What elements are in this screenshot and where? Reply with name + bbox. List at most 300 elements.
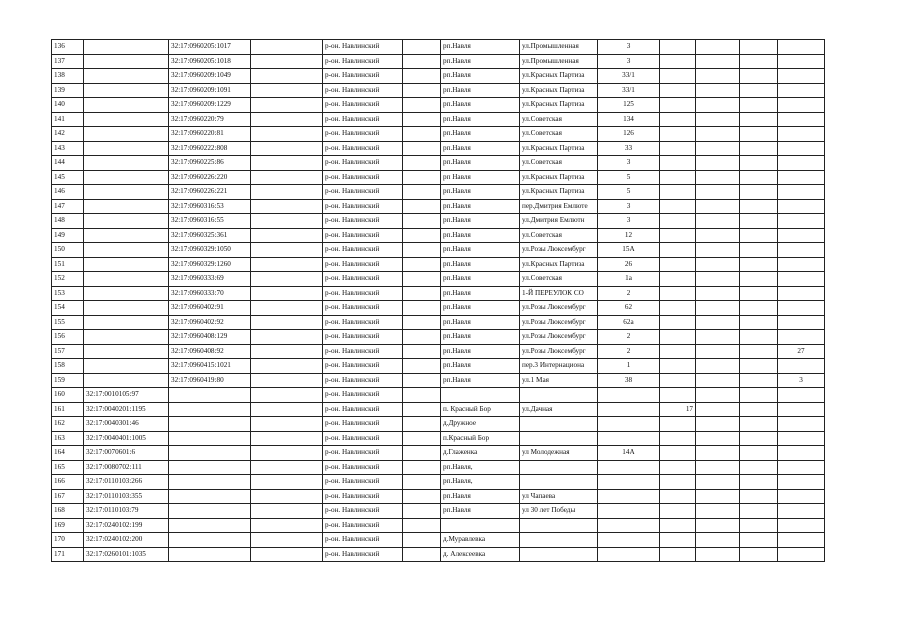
empty-cell bbox=[251, 547, 323, 562]
locality-cell: д. Алексеевка bbox=[441, 547, 520, 562]
cadastral-number-b-cell: 32:17:0960316:55 bbox=[169, 214, 251, 229]
value-cell bbox=[660, 417, 696, 432]
value-cell bbox=[778, 475, 825, 490]
row-number-cell: 140 bbox=[52, 98, 84, 113]
empty-cell bbox=[251, 388, 323, 403]
value-cell bbox=[778, 533, 825, 548]
street-cell: ул.Дачная bbox=[520, 402, 598, 417]
row-number-cell: 152 bbox=[52, 272, 84, 287]
empty-cell bbox=[696, 83, 740, 98]
cadastral-number-a-cell bbox=[84, 112, 169, 127]
house-number-cell bbox=[598, 518, 660, 533]
empty-cell bbox=[251, 141, 323, 156]
empty-cell bbox=[251, 460, 323, 475]
row-number-cell: 158 bbox=[52, 359, 84, 374]
district-cell: р-он. Навлинский bbox=[323, 330, 403, 345]
district-cell: р-он. Навлинский bbox=[323, 199, 403, 214]
district-cell: р-он. Навлинский bbox=[323, 228, 403, 243]
street-cell bbox=[520, 475, 598, 490]
empty-cell bbox=[251, 40, 323, 55]
cadastral-number-b-cell bbox=[169, 446, 251, 461]
cadastral-number-b-cell: 32:17:0960408:129 bbox=[169, 330, 251, 345]
table-row bbox=[52, 417, 825, 432]
house-number-cell bbox=[598, 388, 660, 403]
empty-cell bbox=[251, 286, 323, 301]
empty-cell bbox=[696, 373, 740, 388]
empty-cell bbox=[740, 286, 778, 301]
table-row bbox=[52, 330, 825, 345]
empty-cell bbox=[740, 127, 778, 142]
empty-cell bbox=[403, 286, 441, 301]
house-number-cell: 33/1 bbox=[598, 83, 660, 98]
value-cell bbox=[660, 504, 696, 519]
district-cell: р-он. Навлинский bbox=[323, 344, 403, 359]
empty-cell bbox=[403, 69, 441, 84]
empty-cell bbox=[740, 518, 778, 533]
empty-cell bbox=[740, 243, 778, 258]
locality-cell: рп.Навля bbox=[441, 359, 520, 374]
district-cell: р-он. Навлинский bbox=[323, 69, 403, 84]
empty-cell bbox=[403, 199, 441, 214]
empty-cell bbox=[403, 504, 441, 519]
empty-cell bbox=[251, 402, 323, 417]
street-cell bbox=[520, 431, 598, 446]
empty-cell bbox=[740, 533, 778, 548]
empty-cell bbox=[740, 446, 778, 461]
value-cell bbox=[660, 533, 696, 548]
empty-cell bbox=[251, 156, 323, 171]
cadastral-number-a-cell: 32:17:0110103:79 bbox=[84, 504, 169, 519]
cadastral-number-a-cell: 32:17:0240102:200 bbox=[84, 533, 169, 548]
value-cell bbox=[778, 185, 825, 200]
empty-cell bbox=[696, 460, 740, 475]
table-row bbox=[52, 112, 825, 127]
row-number-cell: 170 bbox=[52, 533, 84, 548]
empty-cell bbox=[403, 243, 441, 258]
empty-cell bbox=[403, 301, 441, 316]
locality-cell: рп.Навля bbox=[441, 214, 520, 229]
table-row bbox=[52, 431, 825, 446]
house-number-cell: 15А bbox=[598, 243, 660, 258]
cadastral-number-b-cell bbox=[169, 504, 251, 519]
table-row bbox=[52, 460, 825, 475]
empty-cell bbox=[251, 475, 323, 490]
empty-cell bbox=[740, 301, 778, 316]
house-number-cell bbox=[598, 533, 660, 548]
empty-cell bbox=[740, 141, 778, 156]
district-cell: р-он. Навлинский bbox=[323, 54, 403, 69]
value-cell bbox=[778, 301, 825, 316]
table-row bbox=[52, 533, 825, 548]
empty-cell bbox=[696, 402, 740, 417]
cadastral-number-b-cell bbox=[169, 460, 251, 475]
cadastral-number-a-cell: 32:17:0040301:46 bbox=[84, 417, 169, 432]
empty-cell bbox=[251, 69, 323, 84]
cadastral-number-b-cell bbox=[169, 388, 251, 403]
row-number-cell: 171 bbox=[52, 547, 84, 562]
row-number-cell: 165 bbox=[52, 460, 84, 475]
empty-cell bbox=[403, 388, 441, 403]
empty-cell bbox=[403, 359, 441, 374]
value-cell bbox=[660, 315, 696, 330]
cadastral-number-b-cell: 32:17:0960408:92 bbox=[169, 344, 251, 359]
row-number-cell: 141 bbox=[52, 112, 84, 127]
street-cell bbox=[520, 533, 598, 548]
cadastral-number-b-cell: 32:17:0960402:92 bbox=[169, 315, 251, 330]
empty-cell bbox=[696, 504, 740, 519]
empty-cell bbox=[403, 330, 441, 345]
empty-cell bbox=[740, 417, 778, 432]
empty-cell bbox=[740, 388, 778, 403]
empty-cell bbox=[740, 315, 778, 330]
value-cell bbox=[778, 228, 825, 243]
house-number-cell: 2 bbox=[598, 330, 660, 345]
table-row bbox=[52, 214, 825, 229]
house-number-cell: 134 bbox=[598, 112, 660, 127]
house-number-cell: 3 bbox=[598, 40, 660, 55]
street-cell: ул.Розы Люксембург bbox=[520, 344, 598, 359]
row-number-cell: 154 bbox=[52, 301, 84, 316]
district-cell: р-он. Навлинский bbox=[323, 388, 403, 403]
house-number-cell: 12 bbox=[598, 228, 660, 243]
cadastral-number-a-cell bbox=[84, 315, 169, 330]
empty-cell bbox=[251, 185, 323, 200]
value-cell bbox=[778, 359, 825, 374]
row-number-cell: 167 bbox=[52, 489, 84, 504]
cadastral-number-a-cell bbox=[84, 69, 169, 84]
street-cell: ул.Розы Люксембург bbox=[520, 315, 598, 330]
table-row bbox=[52, 446, 825, 461]
empty-cell bbox=[740, 54, 778, 69]
empty-cell bbox=[740, 83, 778, 98]
cadastral-number-a-cell bbox=[84, 228, 169, 243]
cadastral-number-b-cell: 32:17:0960325:361 bbox=[169, 228, 251, 243]
table-row bbox=[52, 388, 825, 403]
cadastral-number-b-cell bbox=[169, 431, 251, 446]
locality-cell: рп.Навля bbox=[441, 504, 520, 519]
district-cell: р-он. Навлинский bbox=[323, 301, 403, 316]
table-row bbox=[52, 141, 825, 156]
empty-cell bbox=[696, 127, 740, 142]
cadastral-number-b-cell bbox=[169, 417, 251, 432]
value-cell bbox=[778, 547, 825, 562]
district-cell: р-он. Навлинский bbox=[323, 417, 403, 432]
street-cell bbox=[520, 388, 598, 403]
street-cell: ул Молодежная bbox=[520, 446, 598, 461]
house-number-cell: 62а bbox=[598, 315, 660, 330]
empty-cell bbox=[696, 431, 740, 446]
locality-cell: рп.Навля bbox=[441, 315, 520, 330]
locality-cell: рп.Навля bbox=[441, 199, 520, 214]
table-row bbox=[52, 547, 825, 562]
empty-cell bbox=[740, 504, 778, 519]
empty-cell bbox=[403, 272, 441, 287]
cadastral-number-b-cell: 32:17:0960209:1091 bbox=[169, 83, 251, 98]
locality-cell bbox=[441, 518, 520, 533]
value-cell bbox=[660, 156, 696, 171]
value-cell bbox=[660, 170, 696, 185]
table-row bbox=[52, 373, 825, 388]
empty-cell bbox=[696, 69, 740, 84]
street-cell: ул.Красных Партиза bbox=[520, 257, 598, 272]
empty-cell bbox=[403, 112, 441, 127]
locality-cell: рп.Навля bbox=[441, 228, 520, 243]
value-cell bbox=[660, 243, 696, 258]
value-cell bbox=[660, 301, 696, 316]
row-number-cell: 142 bbox=[52, 127, 84, 142]
table-row bbox=[52, 170, 825, 185]
empty-cell bbox=[251, 518, 323, 533]
empty-cell bbox=[403, 547, 441, 562]
empty-cell bbox=[403, 98, 441, 113]
value-cell bbox=[660, 518, 696, 533]
house-number-cell bbox=[598, 402, 660, 417]
street-cell: ул 30 лет Победы bbox=[520, 504, 598, 519]
value-cell bbox=[778, 518, 825, 533]
empty-cell bbox=[403, 83, 441, 98]
table-row bbox=[52, 69, 825, 84]
row-number-cell: 138 bbox=[52, 69, 84, 84]
district-cell: р-он. Навлинский bbox=[323, 518, 403, 533]
cadastral-number-b-cell bbox=[169, 518, 251, 533]
value-cell bbox=[660, 373, 696, 388]
empty-cell bbox=[251, 533, 323, 548]
value-cell bbox=[778, 504, 825, 519]
district-cell: р-он. Навлинский bbox=[323, 127, 403, 142]
value-cell bbox=[660, 228, 696, 243]
value-cell bbox=[660, 460, 696, 475]
empty-cell bbox=[696, 359, 740, 374]
cadastral-number-a-cell bbox=[84, 344, 169, 359]
empty-cell bbox=[251, 127, 323, 142]
value-cell bbox=[660, 199, 696, 214]
district-cell: р-он. Навлинский bbox=[323, 446, 403, 461]
house-number-cell bbox=[598, 460, 660, 475]
value-cell bbox=[778, 156, 825, 171]
value-cell bbox=[778, 83, 825, 98]
locality-cell: рп.Навля, bbox=[441, 475, 520, 490]
street-cell: ул.Розы Люксембург bbox=[520, 301, 598, 316]
empty-cell bbox=[740, 489, 778, 504]
district-cell: р-он. Навлинский bbox=[323, 243, 403, 258]
cadastral-number-a-cell bbox=[84, 185, 169, 200]
house-number-cell bbox=[598, 475, 660, 490]
locality-cell: рп.Навля bbox=[441, 257, 520, 272]
row-number-cell: 146 bbox=[52, 185, 84, 200]
empty-cell bbox=[696, 475, 740, 490]
empty-cell bbox=[740, 460, 778, 475]
value-cell bbox=[778, 330, 825, 345]
value-cell bbox=[660, 489, 696, 504]
value-cell bbox=[778, 257, 825, 272]
value-cell bbox=[660, 431, 696, 446]
cadastral-number-a-cell bbox=[84, 359, 169, 374]
district-cell: р-он. Навлинский bbox=[323, 156, 403, 171]
locality-cell: рп.Навля bbox=[441, 185, 520, 200]
locality-cell: рп.Навля bbox=[441, 489, 520, 504]
value-cell bbox=[660, 185, 696, 200]
empty-cell bbox=[403, 489, 441, 504]
value-cell bbox=[660, 475, 696, 490]
locality-cell: д.Муравлевка bbox=[441, 533, 520, 548]
empty-cell bbox=[696, 141, 740, 156]
street-cell bbox=[520, 417, 598, 432]
district-cell: р-он. Навлинский bbox=[323, 185, 403, 200]
cadastral-number-a-cell bbox=[84, 40, 169, 55]
row-number-cell: 147 bbox=[52, 199, 84, 214]
value-cell bbox=[778, 402, 825, 417]
empty-cell bbox=[740, 344, 778, 359]
register-table bbox=[51, 39, 825, 562]
house-number-cell: 3 bbox=[598, 156, 660, 171]
empty-cell bbox=[251, 54, 323, 69]
cadastral-number-b-cell bbox=[169, 475, 251, 490]
house-number-cell: 38 bbox=[598, 373, 660, 388]
empty-cell bbox=[403, 141, 441, 156]
value-cell: 27 bbox=[778, 344, 825, 359]
empty-cell bbox=[403, 54, 441, 69]
value-cell bbox=[660, 69, 696, 84]
empty-cell bbox=[403, 214, 441, 229]
value-cell bbox=[778, 127, 825, 142]
value-cell bbox=[660, 127, 696, 142]
value-cell bbox=[778, 98, 825, 113]
cadastral-number-b-cell: 32:17:0960333:70 bbox=[169, 286, 251, 301]
value-cell bbox=[778, 460, 825, 475]
cadastral-number-a-cell bbox=[84, 141, 169, 156]
empty-cell bbox=[403, 170, 441, 185]
house-number-cell: 26 bbox=[598, 257, 660, 272]
empty-cell bbox=[740, 214, 778, 229]
empty-cell bbox=[403, 40, 441, 55]
empty-cell bbox=[251, 417, 323, 432]
row-number-cell: 163 bbox=[52, 431, 84, 446]
value-cell bbox=[660, 388, 696, 403]
table-row bbox=[52, 315, 825, 330]
street-cell: ул.Красных Партиза bbox=[520, 141, 598, 156]
empty-cell bbox=[696, 228, 740, 243]
empty-cell bbox=[740, 272, 778, 287]
table-row bbox=[52, 185, 825, 200]
row-number-cell: 148 bbox=[52, 214, 84, 229]
cadastral-number-b-cell bbox=[169, 402, 251, 417]
table-row bbox=[52, 402, 825, 417]
row-number-cell: 149 bbox=[52, 228, 84, 243]
house-number-cell: 14А bbox=[598, 446, 660, 461]
street-cell: ул.Красных Партиза bbox=[520, 83, 598, 98]
empty-cell bbox=[740, 373, 778, 388]
empty-cell bbox=[696, 286, 740, 301]
empty-cell bbox=[696, 243, 740, 258]
locality-cell: рп.Навля, bbox=[441, 460, 520, 475]
empty-cell bbox=[696, 489, 740, 504]
cadastral-number-a-cell bbox=[84, 243, 169, 258]
house-number-cell: 33 bbox=[598, 141, 660, 156]
empty-cell bbox=[251, 301, 323, 316]
empty-cell bbox=[403, 417, 441, 432]
cadastral-number-a-cell bbox=[84, 301, 169, 316]
table-row bbox=[52, 272, 825, 287]
empty-cell bbox=[740, 228, 778, 243]
empty-cell bbox=[251, 373, 323, 388]
locality-cell: рп.Навля bbox=[441, 69, 520, 84]
table-row bbox=[52, 40, 825, 55]
empty-cell bbox=[251, 257, 323, 272]
cadastral-number-b-cell: 32:17:0960222:808 bbox=[169, 141, 251, 156]
empty-cell bbox=[740, 402, 778, 417]
empty-cell bbox=[740, 185, 778, 200]
empty-cell bbox=[740, 112, 778, 127]
district-cell: р-он. Навлинский bbox=[323, 286, 403, 301]
locality-cell: рп.Навля bbox=[441, 54, 520, 69]
house-number-cell bbox=[598, 431, 660, 446]
cadastral-number-a-cell bbox=[84, 156, 169, 171]
table-row bbox=[52, 83, 825, 98]
empty-cell bbox=[740, 330, 778, 345]
empty-cell bbox=[696, 301, 740, 316]
value-cell bbox=[778, 54, 825, 69]
empty-cell bbox=[251, 170, 323, 185]
street-cell bbox=[520, 518, 598, 533]
cadastral-number-b-cell: 32:17:0960209:1229 bbox=[169, 98, 251, 113]
house-number-cell: 62 bbox=[598, 301, 660, 316]
empty-cell bbox=[696, 315, 740, 330]
street-cell: ул.Советская bbox=[520, 127, 598, 142]
street-cell: пер.Дмитрия Емлюте bbox=[520, 199, 598, 214]
locality-cell: рп.Навля bbox=[441, 141, 520, 156]
cadastral-number-b-cell: 32:17:0960226:221 bbox=[169, 185, 251, 200]
value-cell bbox=[660, 359, 696, 374]
empty-cell bbox=[403, 446, 441, 461]
cadastral-number-b-cell: 32:17:0960209:1049 bbox=[169, 69, 251, 84]
empty-cell bbox=[251, 344, 323, 359]
locality-cell: п. Красный Бор bbox=[441, 402, 520, 417]
cadastral-number-a-cell bbox=[84, 272, 169, 287]
value-cell bbox=[660, 54, 696, 69]
cadastral-number-b-cell bbox=[169, 533, 251, 548]
row-number-cell: 157 bbox=[52, 344, 84, 359]
value-cell bbox=[778, 40, 825, 55]
table-row bbox=[52, 127, 825, 142]
row-number-cell: 143 bbox=[52, 141, 84, 156]
empty-cell bbox=[403, 533, 441, 548]
value-cell bbox=[778, 170, 825, 185]
value-cell bbox=[778, 417, 825, 432]
street-cell: ул.Розы Люксембург bbox=[520, 330, 598, 345]
table-body bbox=[52, 40, 825, 562]
cadastral-number-a-cell bbox=[84, 127, 169, 142]
locality-cell: рп.Навля bbox=[441, 344, 520, 359]
street-cell: ул.Советская bbox=[520, 112, 598, 127]
table-row bbox=[52, 301, 825, 316]
empty-cell bbox=[696, 170, 740, 185]
empty-cell bbox=[740, 98, 778, 113]
empty-cell bbox=[696, 272, 740, 287]
empty-cell bbox=[696, 98, 740, 113]
house-number-cell: 1 bbox=[598, 359, 660, 374]
district-cell: р-он. Навлинский bbox=[323, 359, 403, 374]
street-cell: ул.Красных Партиза bbox=[520, 69, 598, 84]
empty-cell bbox=[251, 504, 323, 519]
table-row bbox=[52, 489, 825, 504]
cadastral-number-b-cell: 32:17:0960220:81 bbox=[169, 127, 251, 142]
locality-cell: д.Глаженка bbox=[441, 446, 520, 461]
value-cell bbox=[660, 330, 696, 345]
empty-cell bbox=[740, 431, 778, 446]
empty-cell bbox=[251, 330, 323, 345]
value-cell bbox=[660, 547, 696, 562]
empty-cell bbox=[403, 518, 441, 533]
